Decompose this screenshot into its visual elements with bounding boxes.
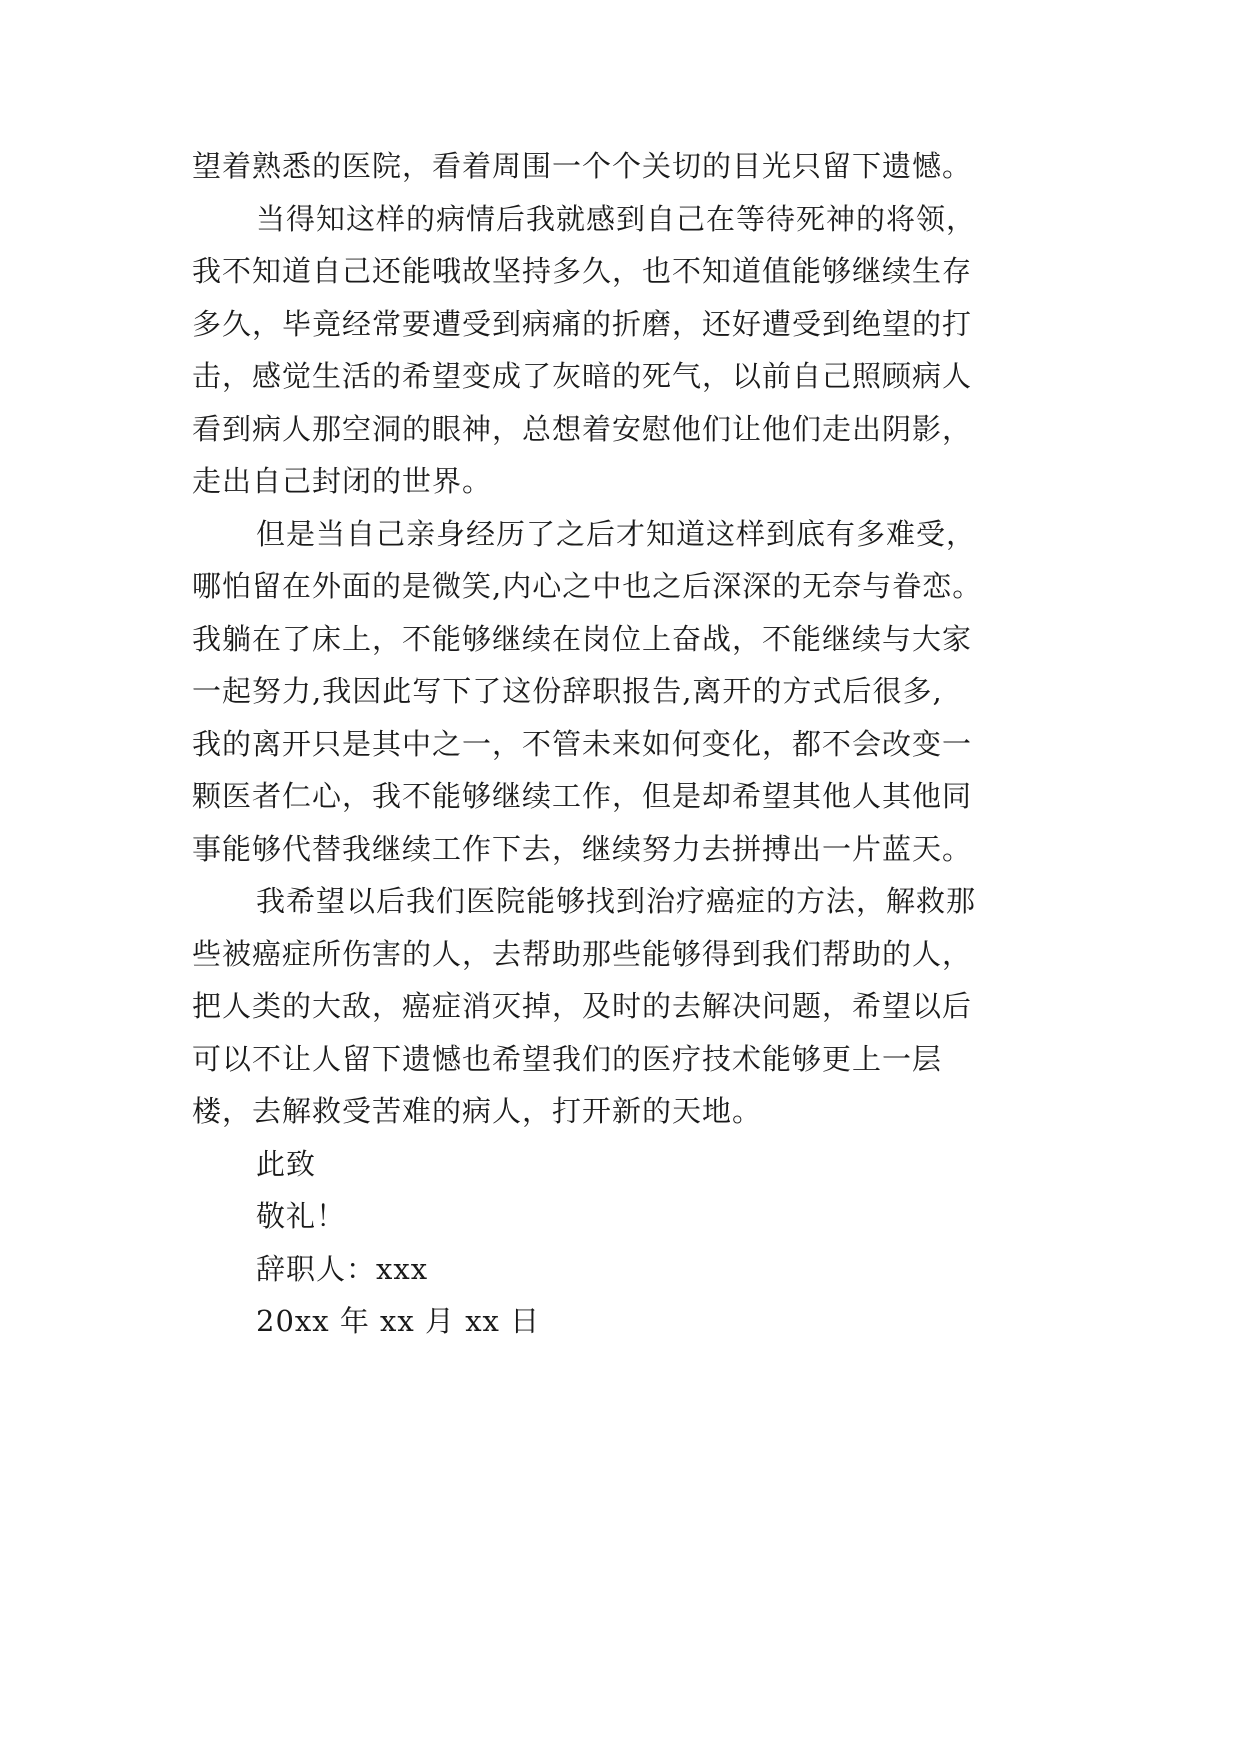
text-line: 些被癌症所伤害的人，去帮助那些能够得到我们帮助的人， xyxy=(192,937,973,971)
text-line: 我不知道自己还能哦故坚持多久，也不知道值能够继续生存 xyxy=(192,254,973,288)
signer-line: 辞职人：xxx xyxy=(256,1252,429,1286)
text-line: 可以不让人留下遗憾也希望我们的医疗技术能够更上一层 xyxy=(192,1042,943,1076)
closing-regards: 敬礼！ xyxy=(256,1199,347,1233)
text-line: 多久，毕竟经常要遭受到病痛的折磨，还好遭受到绝望的打 xyxy=(192,307,973,341)
text-line: 颗医者仁心，我不能够继续工作，但是却希望其他人其他同 xyxy=(192,779,973,813)
text-line: 击，感觉生活的希望变成了灰暗的死气，以前自己照顾病人 xyxy=(192,359,973,393)
text-line: 楼，去解救受苦难的病人，打开新的天地。 xyxy=(192,1094,763,1128)
closing-salutation: 此致 xyxy=(256,1147,317,1181)
paragraph-start-line: 当得知这样的病情后我就感到自己在等待死神的将领， xyxy=(256,202,977,236)
paragraph-start-line: 但是当自己亲身经历了之后才知道这样到底有多难受， xyxy=(256,517,977,551)
text-line: 把人类的大敌，癌症消灭掉，及时的去解决问题，希望以后 xyxy=(192,989,973,1023)
text-line: 看到病人那空洞的眼神，总想着安慰他们让他们走出阴影， xyxy=(192,412,973,446)
text-line: 事能够代替我继续工作下去，继续努力去拼搏出一片蓝天。 xyxy=(192,832,973,866)
text-line: 我的离开只是其中之一，不管未来如何变化，都不会改变一 xyxy=(192,727,973,761)
date-line: 20xx 年 xx 月 xx 日 xyxy=(256,1304,541,1338)
text-line: 一起努力,我因此写下了这份辞职报告,离开的方式后很多, xyxy=(192,674,943,708)
text-line: 哪怕留在外面的是微笑,内心之中也之后深深的无奈与眷恋。 xyxy=(192,569,983,603)
paragraph-start-line: 我希望以后我们医院能够找到治疗癌症的方法，解救那 xyxy=(256,884,977,918)
text-line: 走出自己封闭的世界。 xyxy=(192,464,493,498)
text-line: 我躺在了床上，不能够继续在岗位上奋战，不能继续与大家 xyxy=(192,622,973,656)
text-line: 望着熟悉的医院，看着周围一个个关切的目光只留下遗憾。 xyxy=(192,149,973,183)
